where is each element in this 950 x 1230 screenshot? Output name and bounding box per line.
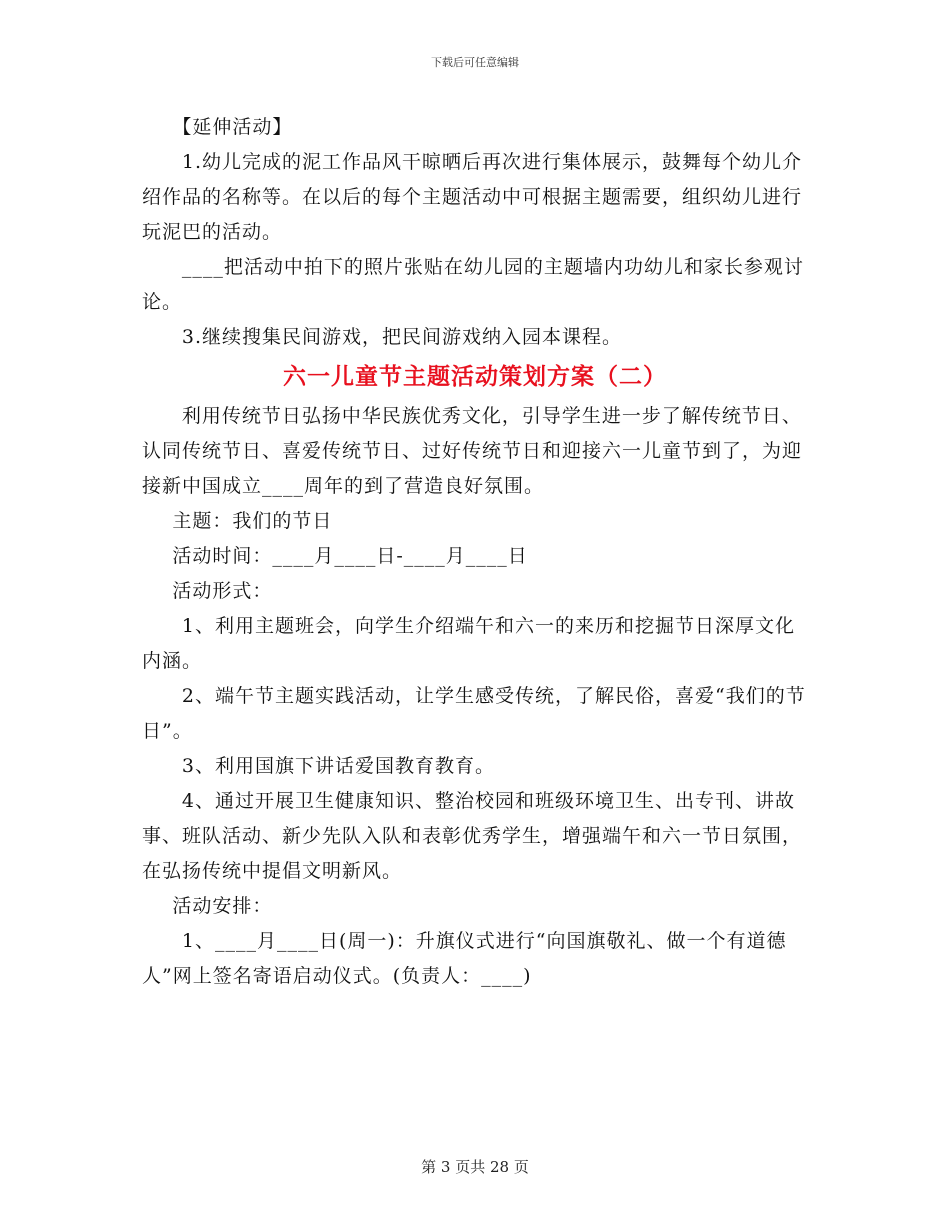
section-heading-extension: 【延伸活动】 xyxy=(172,116,293,138)
document-body xyxy=(142,110,808,994)
document-title: 六一儿童节主题活动策划方案（二） xyxy=(283,363,667,390)
paragraph-arrangement-1: 1、____月____日(周一)：升旗仪式进行“向国旗敬礼、做一个有道德人”网上签名寄语启动仪式。(负责人：____) xyxy=(142,930,787,987)
paragraph-extension-2: ____把活动中拍下的照片张贴在幼儿园的主题墙内功幼儿和家长参观讨论。 xyxy=(142,256,804,313)
paragraph-activity-time: 活动时间：____月____日-____月____日 xyxy=(172,545,528,567)
paragraph-form-4: 4、通过开展卫生健康知识、整治校园和班级环境卫生、出专刊、讲故事、班队活动、新少先队入队和表彰优秀学生，增强端午和六一节日氛围，在弘扬传统中提倡文明新风。 xyxy=(142,790,803,882)
heading-activity-form: 活动形式： xyxy=(172,580,273,602)
paragraph-theme: 主题：我们的节日 xyxy=(172,510,333,532)
paragraph-form-3: 3、利用国旗下讲话爱国教育教育。 xyxy=(181,755,495,777)
page-header-note: 下载后可任意编辑 xyxy=(431,56,519,69)
heading-activity-arrangement: 活动安排： xyxy=(172,895,273,917)
paragraph-form-2: 2、端午节主题实践活动，让学生感受传统，了解民俗，喜爱“我们的节日”。 xyxy=(142,685,806,742)
paragraph-extension-3: 3.继续搜集民间游戏，把民间游戏纳入园本课程。 xyxy=(181,326,623,348)
paragraph-form-1: 1、利用主题班会，向学生介绍端午和六一的来历和挖掘节日深厚文化内涵。 xyxy=(142,615,795,672)
page-footer-number: 第 3 页共 28 页 xyxy=(421,1158,529,1176)
paragraph-intro: 利用传统节日弘扬中华民族优秀文化，引导学生进一步了解传统节日、认同传统节日、喜爱传统节日、过好传统节日和迎接六一儿童节到了，为迎接新中国成立____周年的到了营造良好氛围。 xyxy=(142,405,803,497)
paragraph-extension-1: 1.幼儿完成的泥工作品风干晾晒后再次进行集体展示，鼓舞每个幼儿介绍作品的名称等。在以后的每个主题活动中可根据主题需要，组织幼儿进行玩泥巴的活动。 xyxy=(142,151,803,243)
